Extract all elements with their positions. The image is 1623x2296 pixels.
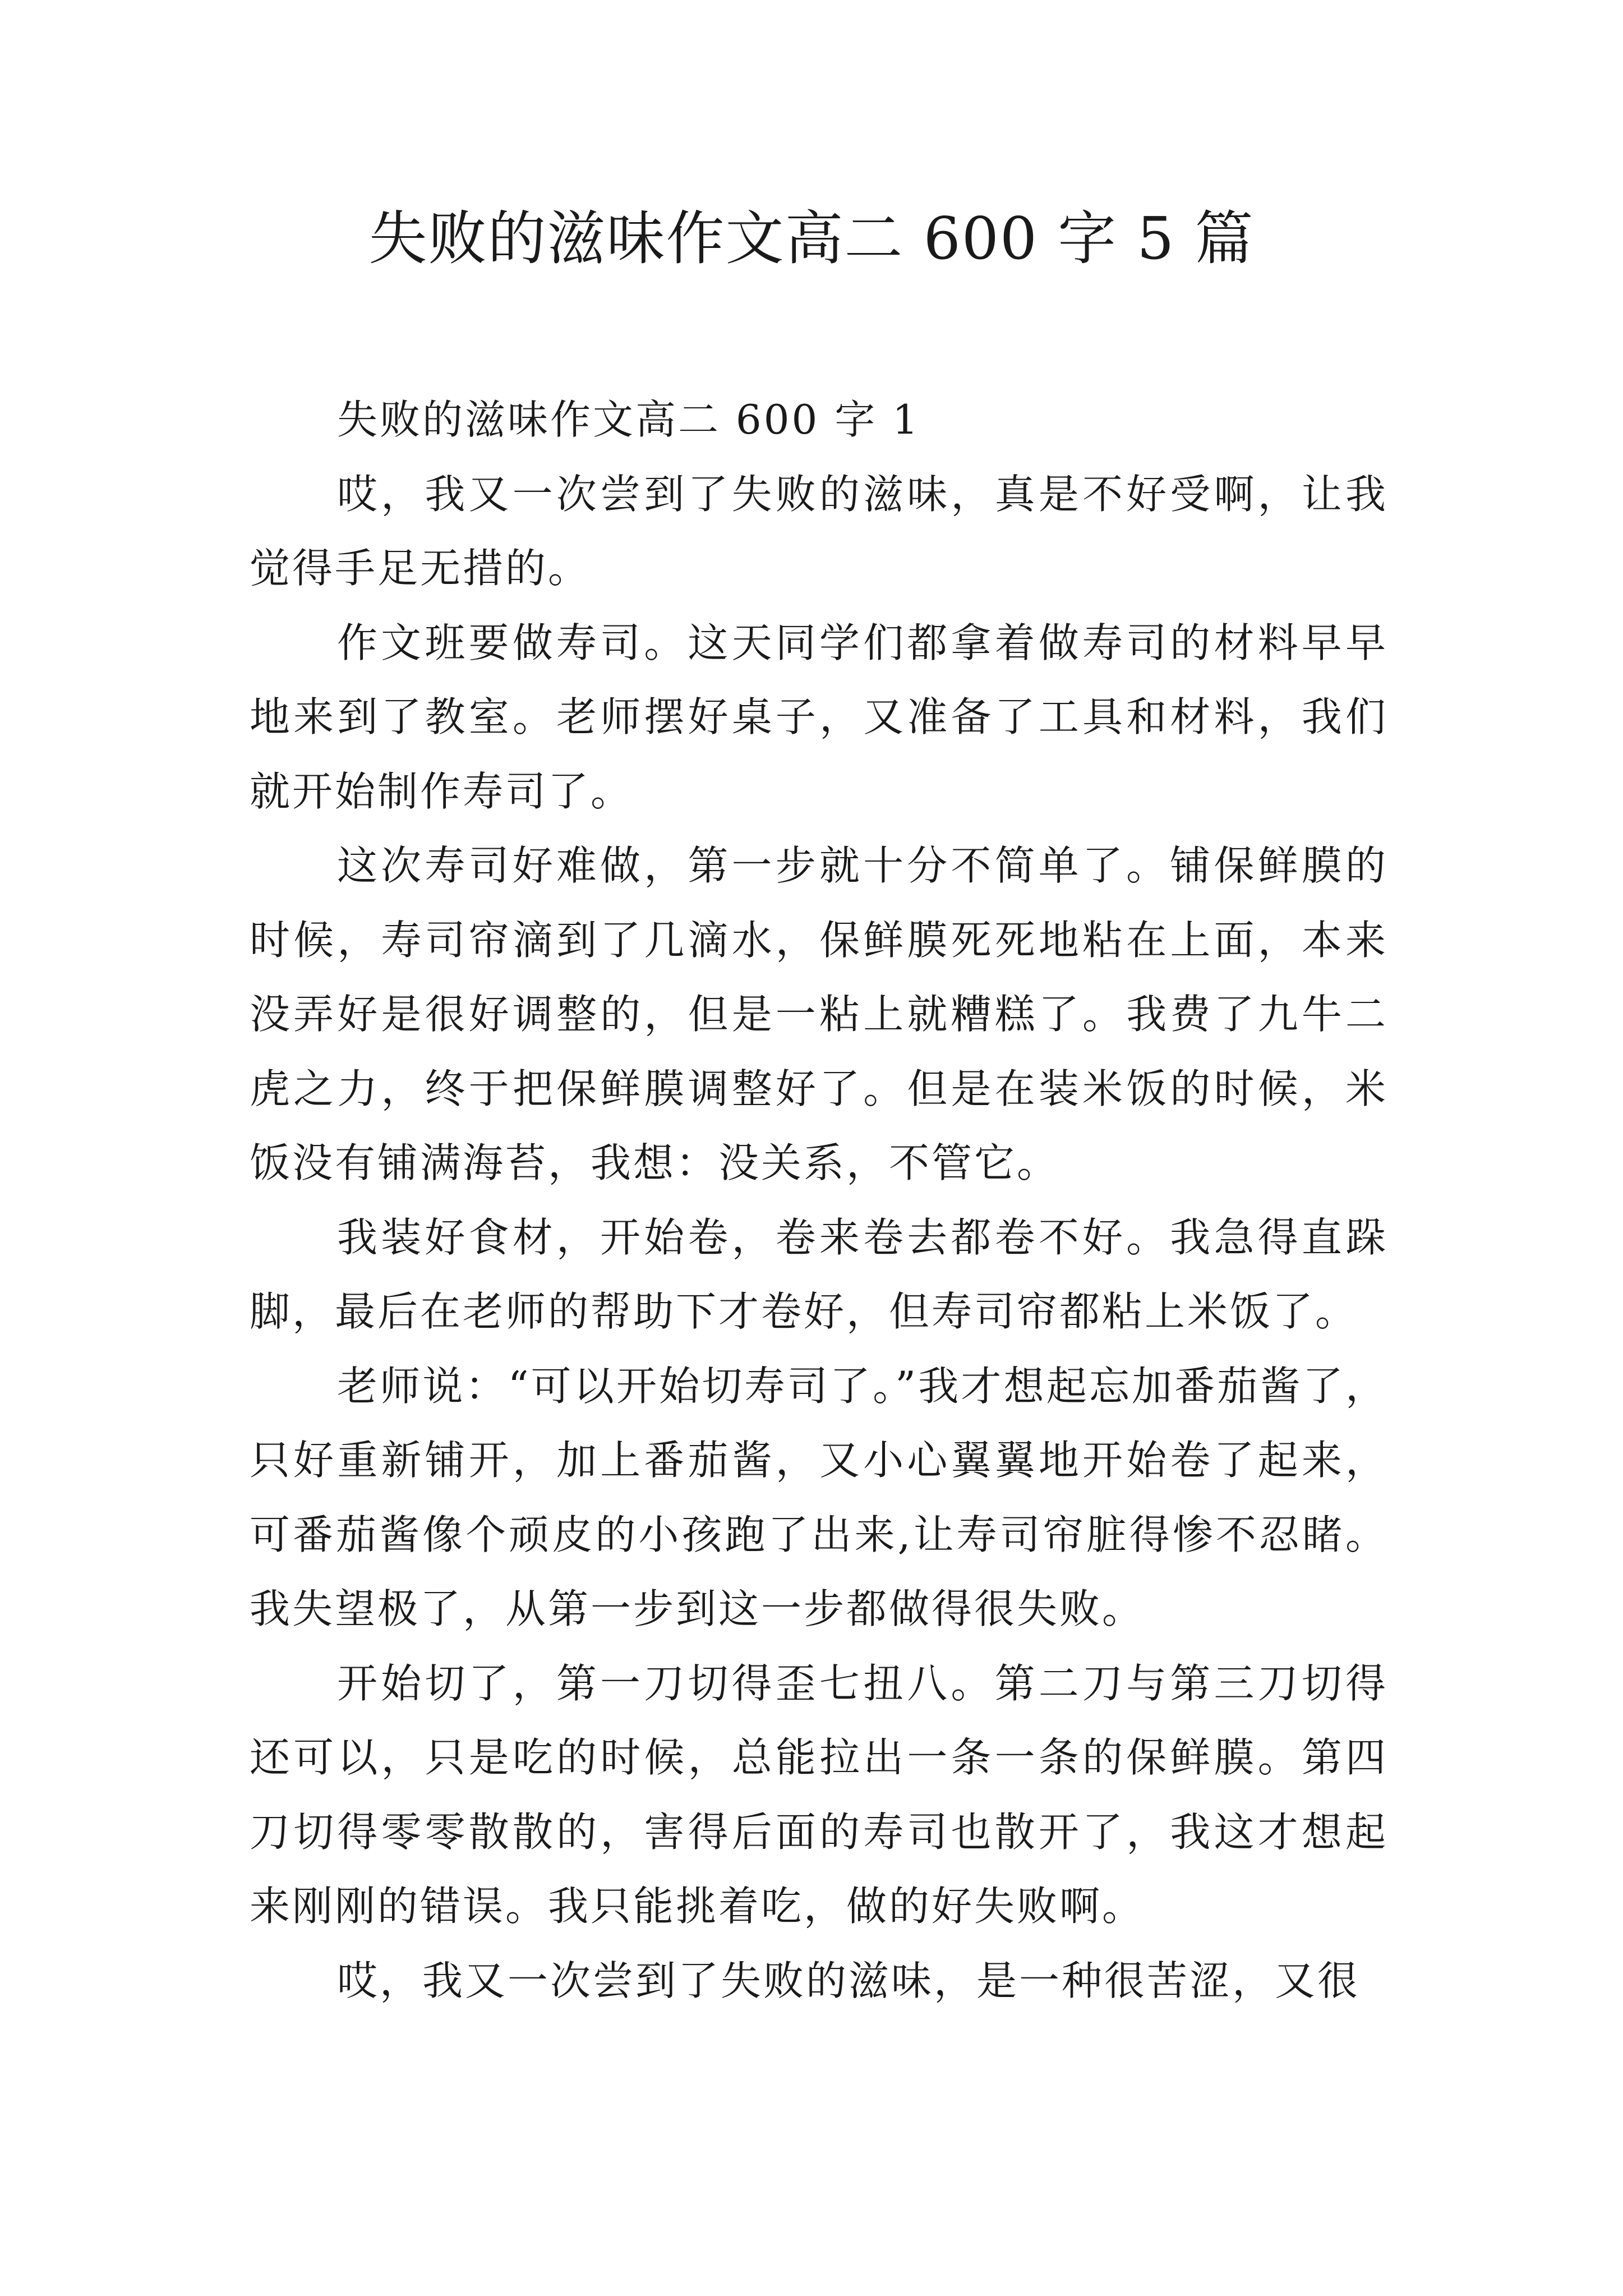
paragraph: 哎，我又一次尝到了失败的滋味，是一种很苦涩，又很 [337, 1957, 1361, 2004]
document-body [250, 383, 1388, 2018]
paragraph: 这次寿司好难做，第一步就十分不简单了。铺保鲜膜的时候，寿司帘滴到了几滴水，保鲜膜死死地粘在上面，本来没弄好是很好调整的，但是一粘上就糟糕了。我费了九牛二虎之力，终于把保鲜膜调整好了。但是在装米饭的时候，米饭没有铺满海苔，我想：没关系，不管它。 [250, 842, 1388, 1186]
paragraph: 开始切了，第一刀切得歪七扭八。第二刀与第三刀切得还可以，只是吃的时候，总能拉出一条一条的保鲜膜。第四刀切得零零散散的，害得后面的寿司也散开了，我这才想起来刚刚的错误。我只能挑着吃，做的好失败啊。 [250, 1659, 1388, 1930]
paragraph: 作文班要做寿司。这天同学们都拿着做寿司的材料早早地来到了教室。老师摆好桌子，又准备了工具和材料，我们就开始制作寿司了。 [250, 619, 1388, 815]
paragraph: 哎，我又一次尝到了失败的滋味，真是不好受啊，让我觉得手足无措的。 [250, 470, 1388, 592]
paragraph: 老师说：“可以开始切寿司了。”我才想起忘加番茄酱了，只好重新铺开，加上番茄酱，又小心翼翼地开始卷了起来，可番茄酱像个顽皮的小孩跑了出来,让寿司帘脏得惨不忍睹。我失望极了，从第一步到这一步都做得很失败。 [250, 1362, 1388, 1632]
document-title: 失败的滋味作文高二 600 字 5 篇 [368, 204, 1255, 273]
essay-subtitle: 失败的滋味作文高二 600 字 1 [337, 396, 920, 443]
paragraph: 我装好食材，开始卷，卷来卷去都卷不好。我急得直跺脚，最后在老师的帮助下才卷好，但寿司帘都粘上米饭了。 [250, 1213, 1388, 1335]
